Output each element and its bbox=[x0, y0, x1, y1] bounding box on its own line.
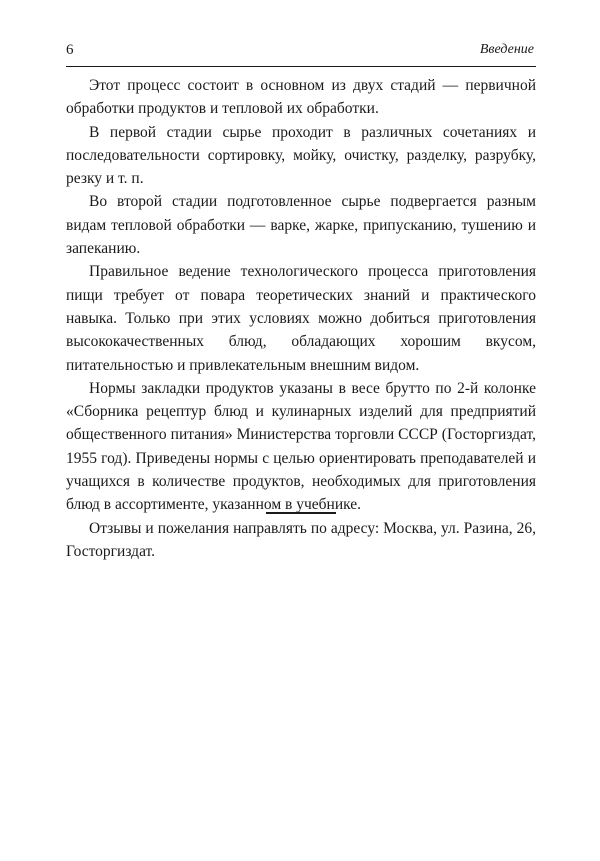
paragraph-technology: Правильное ведение технологического процесса приготовления пищи требует от повара теоретических знаний и практического навыка. Только при этих условиях можно добиться приготовления высококачественных блюд, обладающих хорошим вкусом, питательностью и привлекательным внешним видом. bbox=[66, 263, 536, 374]
section-end-rule bbox=[266, 512, 336, 514]
body-text bbox=[66, 74, 536, 563]
paragraph-second-stage: Во второй стадии подготовленное сырье подвергается разным видам тепловой обработки — варке, жарке, припусканию, тушению и запеканию. bbox=[66, 193, 536, 258]
page-number: 6 bbox=[66, 42, 74, 58]
paragraph-first-stage: В первой стадии сырье проходит в различных сочетаниях и последовательности сортировку, мойку, очистку, разделку, разрубку, резку и т. п. bbox=[66, 123, 536, 188]
paragraph-feedback-address: Отзывы и пожелания направлять по адресу: Москва, ул. Разина, 26, Госторгиздат. bbox=[66, 519, 536, 560]
header-rule bbox=[66, 66, 536, 67]
running-title: Введение bbox=[479, 42, 534, 57]
page-header bbox=[66, 40, 534, 66]
paragraph-norms: Нормы закладки продуктов указаны в весе брутто по 2-й колонке «Сборника рецептур блюд и кулинарных изделий для предприятий общественного питания» Министерства торговли СССР (Госторгиздат, 1955 год). Приведены нормы с целью ориентировать преподавателей и учащихся в количестве продуктов, необходимых для приготовления блюд в ассортименте, указанном в учебнике. bbox=[66, 379, 536, 514]
paragraph-process-stages: Этот процесс состоит в основном из двух стадий — первичной обработки продуктов и тепловой их обработки. bbox=[66, 77, 536, 118]
